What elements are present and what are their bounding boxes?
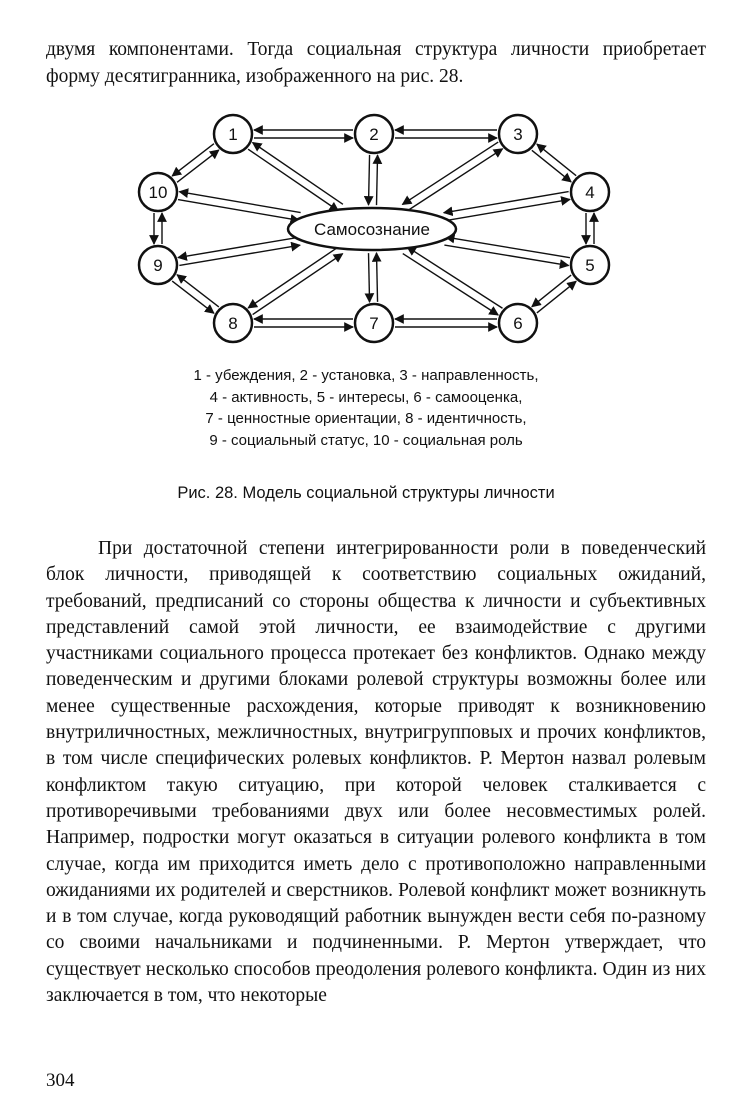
diagram-arrow — [446, 237, 570, 258]
diagram-node-label: 10 — [148, 183, 168, 202]
page-number: 304 — [46, 1070, 75, 1091]
diagram-arrow — [407, 247, 502, 308]
legend-line: 9 - социальный статус, 10 - социальная роль — [209, 431, 523, 449]
diagram-node-label: 6 — [513, 314, 523, 333]
diagram-arrow — [248, 149, 338, 211]
diagram-arrow — [177, 275, 219, 307]
diagram-arrow — [369, 155, 370, 205]
body-paragraph: При достаточной степени интегрированности роли в поведенческий блок личности, приводящей к соответствию социальных ожиданий, требований, предписаний со стороны общества к личности и субъективных представлений самой этой личности, ее взаимодействие с другими участниками социального процесса протекает без конфликтов. Однако между поведенческим и другими блоками ролевой структуры возможны более или менее существенные расхождения, которые приводят к возникновению внутриличностных, межличностных, внутригрупповых и прочих конфликтов, в том числе специфических ролевых конфликтов. Р. Мертон назвал ролевым конфликтом такую ситуацию, при которой человек сталкивается с противоречивыми требованиями двух или более несовместимых ролей. Например, подростки могут оказаться в ситуации ролевого конфликта в том случае, когда им приходится иметь дело с противоположно направленными ожиданиями их родителей и сверстников. Ролевой конфликт может возникнуть и в том случае, когда руководящий работник вынужден вести себя по-разному со своими начальниками и подчиненными. Р. Мертон утверждает, что существует несколько способов преодоления ролевого конфликта. Один из них заключается в том, что некоторые — [46, 538, 706, 1007]
diagram-arrow — [377, 155, 378, 205]
diagram-arrow — [444, 245, 568, 266]
legend-line: 7 - ценностные ориентации, 8 - идентичность, — [205, 410, 527, 427]
diagram-node-label: 3 — [513, 125, 523, 144]
center-label: Самосознание — [314, 220, 430, 239]
diagram-arrow — [403, 254, 498, 315]
diagram-node-label: 9 — [153, 256, 163, 275]
diagram-arrow — [402, 142, 498, 204]
diagram-arrow — [172, 144, 214, 176]
diagram-arrow — [179, 245, 300, 265]
social-structure-diagram — [0, 108, 732, 353]
figure-legend — [0, 365, 732, 451]
diagram-node-label: 8 — [228, 314, 238, 333]
diagram-arrow — [178, 200, 299, 221]
diagram-arrow — [248, 247, 338, 308]
diagram-node-label: 2 — [369, 125, 379, 144]
diagram-arrow — [369, 253, 370, 302]
diagram-arrow — [377, 253, 378, 302]
diagram-node-label: 4 — [585, 183, 595, 202]
diagram-node-label: 5 — [585, 256, 595, 275]
intro-paragraph: двумя компонентами. Тогда социальная структура личности приобретает форму десятигранника, изображенного на рис. 28. — [46, 39, 706, 87]
diagram-arrow — [253, 143, 343, 205]
legend-line: 1 - убеждения, 2 - установка, 3 - направленность, — [193, 367, 539, 384]
diagram-arrow — [172, 281, 214, 313]
legend-line: 4 - активность, 5 - интересы, 6 - самооценка, — [209, 388, 523, 406]
figure-diagram — [0, 108, 732, 353]
diagram-arrow — [179, 192, 300, 213]
diagram-arrow — [253, 254, 343, 315]
diagram-node-label: 7 — [369, 314, 379, 333]
diagram-arrow — [178, 237, 299, 257]
diagram-arrow — [177, 150, 219, 182]
figure-caption: Рис. 28. Модель социальной структуры личности — [177, 484, 555, 502]
diagram-node-label: 1 — [228, 125, 238, 144]
diagram-arrow — [407, 149, 503, 211]
